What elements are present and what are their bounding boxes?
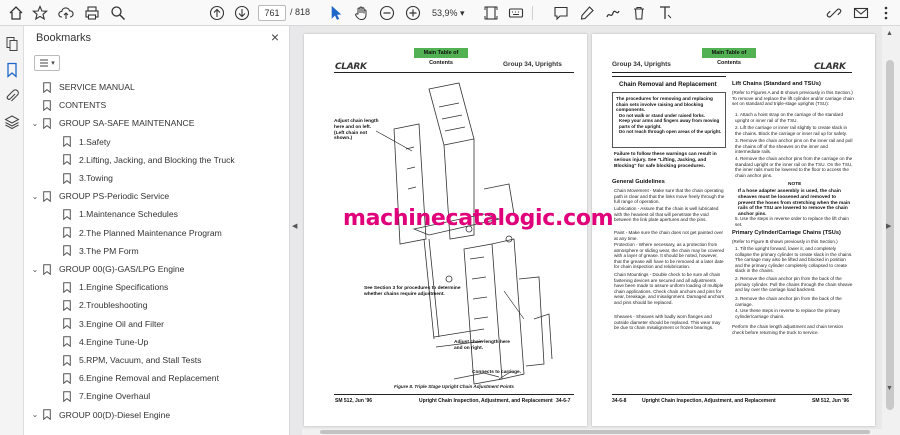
- lift-step: 3. Remove the chain anchor pins on the inner rail and pull the chains off of the sheaves on the inner and intermediate rails.: [735, 138, 853, 155]
- primary-step: 4. Use these steps in reverse to replace the primary cylinder/carriage chains.: [735, 308, 841, 319]
- search-icon[interactable]: [108, 3, 128, 23]
- expand-panel-icon[interactable]: ▶: [886, 223, 892, 230]
- toolbar: [0, 0, 900, 26]
- header-rule: [334, 72, 574, 73]
- note-label: NOTE: [788, 182, 802, 187]
- bookmark-item[interactable]: [30, 406, 170, 424]
- callout-section3: See Section 3 for procedures to determine whether chains require adjustment.: [364, 286, 461, 297]
- draw-icon[interactable]: [603, 3, 623, 23]
- primary-step: 3. Remove the chain anchor pin from the back of the carriage.: [735, 296, 842, 307]
- closing-text: Perform the chain length adjustment and chain tension check before returning the truck to service.: [732, 324, 844, 335]
- bookmark-label: 1.Safety: [79, 136, 111, 147]
- thumbnails-icon[interactable]: [2, 34, 22, 54]
- footer-rule: [612, 394, 852, 395]
- bookmark-label: 6.Engine Removal and Replacement: [79, 373, 219, 384]
- general-item: Protection - Where necessary, as a protection from atmosphere or sliding wear, the chain may be covered with a layer of grease. It should be noted, however, that the grease will have to be removed at a later date for chain inspection and relubrication.: [614, 242, 725, 270]
- bookmark-icon: [43, 118, 51, 129]
- bookmark-label: 4.Engine Tune-Up: [79, 336, 149, 347]
- link-edit-icon[interactable]: [824, 3, 844, 23]
- close-icon[interactable]: ×: [270, 29, 280, 45]
- bookmark-label: GROUP 00(G)-GAS/LPG Engine: [59, 264, 185, 274]
- bookmark-label: 5.RPM, Vacuum, and Stall Tests: [79, 355, 202, 365]
- bookmark-icon: [63, 300, 71, 311]
- bookmark-item[interactable]: [50, 387, 150, 405]
- chevron-down-icon[interactable]: ⌄: [31, 410, 39, 420]
- general-item: Chain Movement - Make sure that the chain operating path is clear and that the links move freely through the full range of operation.: [614, 188, 725, 205]
- bookmark-item[interactable]: [50, 315, 164, 333]
- general-item: Paint - Make sure the chain does not get painted over at any time.: [614, 230, 724, 241]
- bookmark-icon: [63, 136, 71, 147]
- keyboard-icon[interactable]: [506, 3, 526, 23]
- brand-logo: CLARK: [335, 62, 367, 72]
- hand-icon[interactable]: [351, 3, 371, 23]
- zoom-in-icon[interactable]: [403, 3, 423, 23]
- trash-icon[interactable]: [629, 3, 649, 23]
- footer-right: SM 512, Jun '96: [812, 398, 850, 404]
- vertical-scroll-thumb[interactable]: [886, 60, 894, 410]
- bookmark-icon: [43, 264, 51, 275]
- bookmark-icon: [63, 227, 71, 238]
- bookmark-item[interactable]: [50, 296, 147, 314]
- bookmark-icon: [63, 245, 71, 256]
- page-number-input[interactable]: 761: [258, 5, 286, 21]
- bookmark-item[interactable]: [50, 205, 178, 223]
- lift-step: 5. Use the steps in reverse order to replace the lift chain set.: [735, 216, 849, 227]
- scroll-up-icon[interactable]: ▲: [886, 30, 893, 37]
- bookmark-item[interactable]: [50, 369, 219, 387]
- bookmark-label: CONTENTS: [59, 100, 107, 111]
- bookmark-label: 2.The Planned Maintenance Program: [79, 227, 222, 238]
- bookmark-icon: [43, 82, 51, 93]
- horizontal-scroll-thumb[interactable]: [320, 430, 870, 434]
- lift-step: 4. Remove the chain anchor pins from the carriage on the standard upright or the inner rail on the TSU. On the TSU, the inner rails must be lowered to the floor to access the chain anchor pins.: [735, 156, 853, 178]
- more-options-icon[interactable]: [876, 3, 896, 23]
- callout-carriage: Connects to carriage.: [472, 370, 522, 375]
- page-up-icon[interactable]: [207, 3, 227, 23]
- bookmark-label: 2.Troubleshooting: [79, 300, 148, 311]
- bookmark-item[interactable]: [50, 242, 139, 260]
- watermark: machinecatalogic.com: [343, 206, 614, 231]
- bookmark-icon: [63, 391, 71, 402]
- page-down-icon[interactable]: [232, 3, 252, 23]
- bookmark-item[interactable]: [30, 96, 106, 114]
- chevron-down-icon: ▾: [460, 8, 465, 18]
- chevron-down-icon[interactable]: ⌄: [31, 191, 39, 201]
- footer-page-number: 34-6-7: [556, 398, 571, 404]
- footer-left: SM 512, Jun '96: [335, 398, 373, 404]
- warning-item: Do not reach through open areas of the upright.: [619, 129, 722, 135]
- panel-splitter[interactable]: [290, 26, 302, 435]
- footer-mid: Upright Chain Inspection, Adjustment, and Replacement: [419, 398, 553, 404]
- bookmark-item[interactable]: [30, 78, 135, 96]
- bookmark-item[interactable]: [50, 133, 111, 151]
- bookmark-icon: [63, 173, 71, 184]
- callout-adjust-right: Adjust chain length here and on right.: [454, 340, 510, 351]
- envelope-icon[interactable]: [851, 3, 871, 23]
- callout-adjust-left: Adjust chain length here and on left. (Left chain not shown.): [334, 119, 379, 142]
- removal-heading: Chain Removal and Replacement: [619, 81, 717, 88]
- bookmark-item[interactable]: [50, 169, 113, 187]
- bookmark-label: GROUP PS-Periodic Service: [59, 191, 170, 202]
- bookmark-item[interactable]: [30, 260, 184, 278]
- toolbar-divider: [532, 6, 533, 20]
- primary-step: 2. Remove the chain anchor pin from the back of the primary cylinder. Pull the chains through the chain sheave and lay over the carriage load backrest.: [735, 276, 853, 293]
- home-icon[interactable]: [6, 3, 26, 23]
- general-item: Lubrication - Assure that the chain is well lubricated with the heaviest oil that will penetrate the void between the link plate apertures and the pins.: [614, 206, 719, 223]
- collapse-panel-icon[interactable]: ◀: [292, 223, 298, 230]
- scroll-down-icon[interactable]: ▼: [886, 385, 893, 392]
- warning-item: Keep your arms and fingers away from moving parts of the upright.: [619, 118, 720, 129]
- warning-heading: The procedures for removing and replacing chain sets involve raising and blocking components.: [616, 96, 713, 113]
- chevron-down-icon: ▾: [51, 60, 55, 67]
- bookmark-options-button[interactable]: [34, 55, 60, 71]
- cloud-upload-icon[interactable]: [56, 3, 76, 23]
- bookmark-label: GROUP 00(D)-Diesel Engine: [59, 409, 171, 420]
- bookmark-label: 3.Engine Oil and Filter: [79, 318, 165, 329]
- toc-link[interactable]: Main Table of Contents: [702, 48, 756, 58]
- bookmark-label: GROUP SA-SAFE MAINTENANCE: [59, 118, 195, 129]
- group-heading: Group 34, Uprights: [612, 61, 671, 68]
- star-icon[interactable]: [30, 3, 50, 23]
- select-cursor-icon[interactable]: [326, 3, 346, 23]
- bookmark-icon: [63, 318, 71, 329]
- bookmark-item[interactable]: [50, 224, 222, 242]
- column-rule: [612, 76, 726, 77]
- bookmark-icon: [43, 100, 51, 111]
- bookmarks-panel: [24, 26, 290, 435]
- bookmark-icon: [43, 191, 51, 202]
- lift-step: 2. Lift the carriage or inner rail slightly to create slack in the chains. Block the carriage or inner rail up for safety.: [735, 125, 848, 136]
- print-icon[interactable]: [82, 3, 102, 23]
- text-select-icon[interactable]: [655, 3, 675, 23]
- primary-step: 1. Tilt the upright forward, lower it, and completely collapse the primary cylinder to create slack in the chains. The carriage may also be lifted and blocked in position and the primary cylinder completely collapsed to create slack in the chains.: [735, 246, 853, 274]
- primary-chains-heading: Primary Cylinder/Carriage Chains (TSUs): [732, 230, 841, 236]
- chevron-down-icon[interactable]: ⌄: [31, 264, 39, 274]
- bookmark-label: 3.The PM Form: [79, 245, 139, 256]
- comment-icon[interactable]: [551, 3, 571, 23]
- bookmark-item[interactable]: [30, 114, 194, 132]
- bookmark-icon: [43, 409, 51, 420]
- group-heading: Group 34, Uprights: [503, 61, 562, 68]
- bookmark-icon: [63, 282, 71, 293]
- brand-logo: CLARK: [814, 62, 846, 72]
- highlight-pen-icon[interactable]: [577, 3, 597, 23]
- bookmark-icon: [63, 355, 71, 366]
- bookmark-item[interactable]: [50, 278, 168, 296]
- lift-chains-heading: Lift Chains (Standard and TSUs): [732, 81, 821, 87]
- list-icon: [39, 58, 49, 68]
- navigation-rail: [0, 26, 24, 435]
- bookmarks-title: Bookmarks: [36, 32, 92, 44]
- general-item: Chain Mountings - Double check to be sure all chain fastening devices are secured and all adjustments have been made to assure uniform loading of multiple chain applications. Check chain anchors and pins for wear, breakage, and misalignment. Damaged anchors and pins should be replaced.: [614, 272, 725, 305]
- attachment-icon[interactable]: [2, 86, 22, 106]
- footer-page-number: 34-6-8: [612, 398, 627, 404]
- layers-icon[interactable]: [2, 112, 22, 132]
- bookmark-icon: [63, 373, 71, 384]
- page-34-6-8: [592, 34, 875, 426]
- general-item: Sheaves - Sheaves with badly worn flanges and outside diameter should be replaced. This wear may be due to chain misalignment or frozen bearings.: [614, 314, 721, 331]
- general-guidelines-heading: General Guidelines: [612, 179, 665, 185]
- warning-item: Do not walk or stand under raised forks.: [619, 112, 706, 118]
- bookmark-label: 1.Maintenance Schedules: [79, 209, 178, 220]
- fit-page-icon[interactable]: [481, 3, 501, 23]
- bookmark-label: 1.Engine Specifications: [79, 282, 169, 293]
- footer-mid: Upright Chain Inspection, Adjustment, and Replacement: [642, 398, 776, 404]
- zoom-out-icon[interactable]: [377, 3, 397, 23]
- bookmark-label: 3.Towing: [79, 173, 113, 183]
- bookmark-label: 7.Engine Overhaul: [79, 391, 151, 402]
- page-total: / 818: [290, 7, 311, 17]
- footer-rule: [334, 394, 574, 395]
- bookmark-icon: [63, 154, 71, 165]
- lift-intro: (Refer to Figures A and B shown previously in this Section.) To remove and replace the lift cylinder and/or carriage chain set on standard and triple-stage uprights (TSU):: [732, 90, 854, 107]
- zoom-level[interactable]: 53,9% ▾: [432, 8, 465, 18]
- bookmark-icon: [63, 336, 71, 347]
- warning-footer: Failure to follow these warnings can result in serious injury. See "Lifting, Jacking, and Blocking" for safe blocking procedures.: [614, 152, 717, 169]
- toc-link[interactable]: Main Table of Contents: [414, 48, 468, 58]
- bookmark-item[interactable]: [30, 187, 169, 205]
- bookmark-item[interactable]: [50, 333, 148, 351]
- bookmark-item[interactable]: [50, 151, 235, 169]
- bookmark-icon[interactable]: [2, 60, 22, 80]
- chevron-down-icon[interactable]: ⌄: [31, 118, 39, 128]
- primary-intro: (Refer to Figure B shown previously in this Section.): [732, 239, 838, 244]
- header-rule: [612, 72, 852, 73]
- bookmark-label: SERVICE MANUAL: [59, 82, 135, 92]
- lift-step: 1. Attach a hoist strap on the carriage of the standard upright or inner rail of the TSU.: [735, 112, 844, 123]
- bookmark-icon: [63, 209, 71, 220]
- warning-box: [612, 92, 726, 148]
- note-text: If a hose adapter assembly is used, the chain sheaves must be loosened and removed to prevent the hoses from stretching when the main rails of the TSU are lowered to remove the chain anchor pins.: [738, 189, 851, 218]
- bookmark-item[interactable]: [50, 351, 201, 369]
- bookmark-label: 2.Lifting, Jacking, and Blocking the Truck: [79, 154, 235, 165]
- figure-caption: Figure 8. Triple Stage Upright Chain Adjustment Points: [394, 384, 514, 389]
